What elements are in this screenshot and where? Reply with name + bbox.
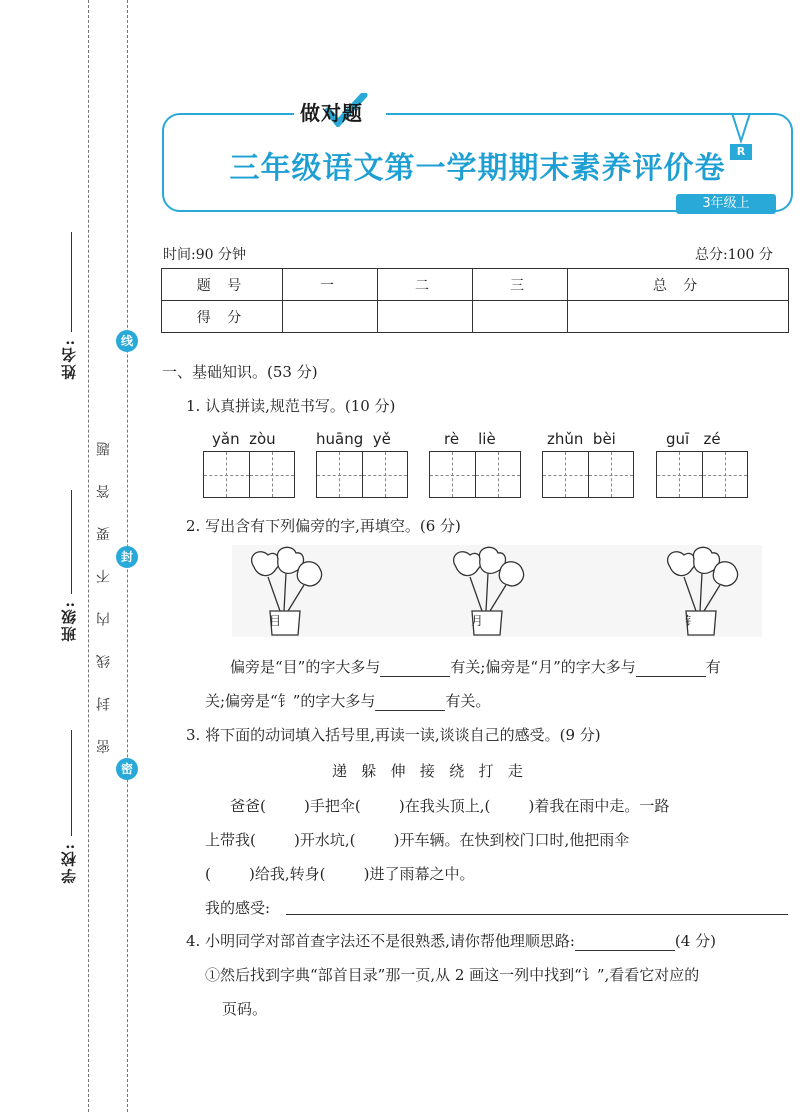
answer-blank[interactable] — [636, 676, 706, 677]
q2-text: 有关。 — [445, 692, 491, 710]
pinyin-label: rè liè — [444, 430, 496, 448]
vase-radical: 钅 — [685, 614, 698, 628]
table-header-cell: 二 — [378, 269, 473, 301]
score-input-cell[interactable] — [473, 301, 568, 333]
exam-time: 时间:90 分钟 — [163, 247, 246, 263]
table-row — [162, 269, 789, 301]
seal-notice: 密 封 线 内 不 要 答 题 — [96, 430, 112, 754]
q2-text: 有关;偏旁是“月”的字大多与 — [450, 658, 636, 676]
vase-radical: 月 — [471, 614, 484, 628]
q4-step-1-cont: 页码。 — [222, 1000, 268, 1018]
q2-fill-line-1 — [230, 656, 721, 677]
table-cell: 得 分 — [162, 301, 283, 333]
q4-score: (4 分) — [674, 932, 716, 950]
q2-text: 偏旁是“目”的字大多与 — [230, 658, 381, 676]
seal-mark-mi: 密 — [116, 758, 138, 780]
q2-text: 有 — [705, 658, 721, 676]
score-input-cell[interactable] — [568, 301, 789, 333]
writing-grid[interactable] — [542, 451, 634, 498]
flower-vase-icon — [240, 545, 330, 637]
question-3-title: 3. 将下面的动词填入括号里,再读一读,谈谈自己的感受。(9 分) — [186, 726, 601, 744]
seal-mark-xian: 线 — [116, 330, 138, 352]
pinyin-label: guī zé — [666, 430, 721, 448]
writing-grid[interactable] — [203, 451, 295, 498]
writing-grid[interactable] — [656, 451, 748, 498]
pinyin-label: yǎn zòu — [212, 430, 276, 448]
question-2-title: 2. 写出含有下列偏旁的字,再填空。(6 分) — [186, 517, 461, 535]
pinyin-label: huāng yě — [316, 430, 391, 448]
seal-mark-feng: 封 — [116, 546, 138, 568]
table-header-cell: 一 — [283, 269, 378, 301]
table-header-cell: 总 分 — [568, 269, 789, 301]
score-table — [161, 268, 789, 333]
q2-fill-line-2 — [205, 690, 490, 711]
flower-vase-icon — [442, 545, 532, 637]
q2-text: 关;偏旁是“钅”的字大多与 — [205, 692, 376, 710]
flower-vase-icon — [656, 545, 746, 637]
brand-text: 做对题 — [300, 101, 363, 125]
name-line — [71, 232, 72, 332]
school-label: 学校: — [60, 842, 78, 884]
table-header-cell: 三 — [473, 269, 568, 301]
answer-blank[interactable] — [575, 950, 675, 951]
score-input-cell[interactable] — [283, 301, 378, 333]
question-1-title: 1. 认真拼读,规范书写。(10 分) — [186, 397, 396, 415]
grade-tab: 3年级上 — [676, 194, 776, 214]
edition-badge: R — [730, 144, 752, 160]
q3-passage-line-1: 爸爸( )手把伞( )在我头顶上,( )着我在雨中走。一路 — [230, 797, 670, 815]
vase-radical: 目 — [269, 614, 282, 628]
score-input-cell[interactable] — [378, 301, 473, 333]
answer-blank[interactable] — [380, 676, 450, 677]
q4-step-1: ①然后找到字典“部首目录”那一页,从 2 画这一列中找到“讠”,看看它对应的 — [205, 966, 700, 984]
section-title: 一、基础知识。(53 分) — [162, 363, 318, 381]
writing-grid[interactable] — [429, 451, 521, 498]
class-label: 班级: — [60, 600, 78, 642]
class-line — [71, 490, 72, 594]
brand-logo — [294, 93, 386, 127]
q3-passage-line-3: ( )给我,转身( )进了雨幕之中。 — [205, 865, 475, 883]
q4-text: 4. 小明同学对部首查字法还不是很熟悉,请你帮他理顺思路: — [186, 932, 575, 950]
binding-dashed-line-outer — [88, 0, 89, 1112]
writing-grid[interactable] — [316, 451, 408, 498]
question-4-title — [186, 930, 716, 951]
answer-blank[interactable] — [375, 710, 445, 711]
name-label: 姓名: — [60, 338, 78, 380]
table-header-cell: 题 号 — [162, 269, 283, 301]
exam-title: 三年级语文第一学期期末素养评价卷 — [229, 151, 726, 186]
feeling-answer-line[interactable] — [286, 914, 788, 915]
q3-passage-line-2: 上带我( )开水坑,( )开车辆。在快到校门口时,他把雨伞 — [205, 831, 630, 849]
pinyin-label: zhǔn bèi — [547, 430, 616, 448]
table-row — [162, 301, 789, 333]
exam-total: 总分:100 分 — [695, 247, 773, 263]
feeling-label: 我的感受: — [205, 899, 271, 917]
school-line — [71, 730, 72, 836]
badge-ribbon-icon — [724, 113, 758, 147]
verb-word-bank: 递 躲 伸 接 绕 打 走 — [332, 762, 523, 780]
